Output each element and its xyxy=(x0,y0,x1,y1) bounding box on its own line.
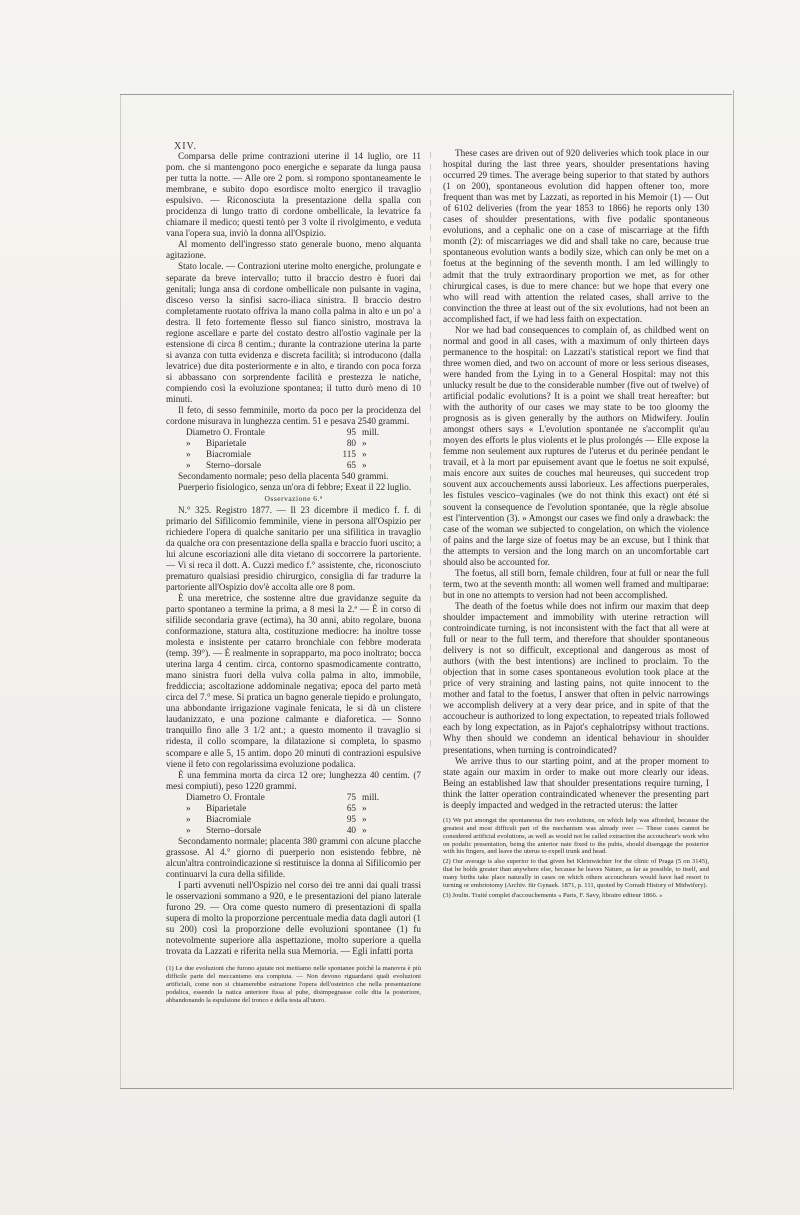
paragraph: È una meretrice, che sostenne altre due gravidanze seguite da parto spontaneo a termine la prima, a 8 mesi la 2.ª — È in corso di sifilide secondaria grave (ectima), ha 30 anni, abito regolare, buona conformazione, statura alta, costituzione mediocre: ha inoltre tosse molesta e insistente per catarro bronchiale con febbre moderata (temp. 39°). — È realmente in soprapparto, ma poco inoltrato; bocca uterina larga 4 centim. circa, contorno spasmodicamente contratto, mano sinistra fuori della vulva colla palma in alto, immobile, freddiccia; ascoltazione addominale negativa; epoca del parto metà circa del 7.° mese. Si pratica un bagno generale tiepido e prolungato, una abbondante irrigazione vaginale fenicata, le si dà un clistere laudanizzato, e una pozione calmante e diaforetica. — Sonno tranquillo fino alle 3 1/2 ant.; a questo momento il travaglio si ridesta, il collo scompare, la dilatazione si completa, lo spasmo scompare e alle 5, 15 antim. dopo 20 minuti di contrazioni espulsive viene il feto con regolarissima evoluzione podalica. xyxy=(166,592,421,769)
page-edge-left xyxy=(120,94,121,1088)
measurement-row: » Biparietale 80 » xyxy=(186,438,367,449)
observation-heading: Osservazione 6.ª xyxy=(264,494,323,504)
english-column xyxy=(443,148,709,1066)
page-top-rule xyxy=(120,94,732,95)
paragraph: Stato locale. — Contrazioni uterine molto energiche, prolungate e separate da breve intervallo; tutto il braccio destro è fuori dai genitali; lunga ansa di cordone ombellicale non pulsante in vagina, disceso verso la sinfisi sacro-iliaca sinistra. Il braccio destro completamente ruotato offriva la mano colla palma in alto e un po' a destra. Il feto fortemente flesso sul fianco sinistro, mostrava la regione ascellare e parte del costato destro all'ostio vaginale per la estensione di circa 8 centim.; durante la contrazione uterina la parte si avanza con tutta evidenza e discreta facilità; si introducono (dalla levatrice) due dita posteriormente e in alto, e tirando con poca forza si abbassano con sorprendente facilità e prestezza le natiche, compiendo così la evoluzione spontanea; il tutto durò meno di 10 minuti. xyxy=(166,261,421,405)
paragraph: The death of the foetus while does not infirm our maxim that deep shoulder impactement and immobility with uterine retraction will controindicate turning, is not inconsistent with the fact that all were at full or near to the full term, and therefore that shoulder spontaneous delivery is not so difficult, exceptional and dangerous as most of authors (with the best intentions) are inclined to proclaim. To the objection that in some cases spontaneous evolution took place at the price of very straining and lasting pains, not quite innocent to the mother and fatal to the foetus, I answer that often in pelvic narrowings we accomplish delivery at a very dear price, and in spite of that the accoucheur is authorized to long expectation, to repeated trials followed each by long expectation, as in Pajot's cephalotripsy without tractions. Why then should we condemn an identical behaviour in shoulder presentations, when turning is controindicated? xyxy=(443,600,709,755)
measurement-row: » Biacromiale 95 » xyxy=(186,813,367,824)
paragraph: Comparsa delle prime contrazioni uterine il 14 luglio, ore 11 pom. che si mantengono poco energiche e separate da lunga pausa per tutta la notte. — Alle ore 2 pom. si rompono spontaneamente le membrane, e subito dopo esordisce molto energico il travaglio espulsivo. — Riconosciuta la presentazione della spalla con procidenza di lungo tratto di cordone ombellicale, la levatrice fa chiamare il medico; questi tentò per 3 volte il rivolgimento, e veduta vana l'opera sua, inviò la donna all'Ospizio. xyxy=(166,151,421,239)
paragraph: Secondamento normale; peso della placenta 540 grammi. xyxy=(178,471,389,482)
measurement-row: Diametro O. Frontale 95 mill. xyxy=(186,427,380,438)
measurement-row: » Sterno–dorsale 40 » xyxy=(186,824,367,835)
footnote: (3) Joulin. Traité complet d'accouchements « Paris, F. Savy, libraire editeur 1866. » xyxy=(443,891,663,899)
paragraph: Puerperio fisiologico, senza un'ora di febbre; Exeat il 22 luglio. xyxy=(178,482,412,493)
measurements-table xyxy=(166,792,421,836)
measurement-row: » Sterno–dorsale 65 » xyxy=(186,460,367,471)
footnote: (2) Our average is also superior to that given bei Kleinwächter for the clinic of Praga (5 on 3145), that he holds greater than anywhere else, because he leaves Nature, as far as possible, to itself, and many births take place naturally in cases on which others accoucheurs would have had resort to turning or embriotomy (Archiv. für Gynaek. 1871, p. 111, quoted by Corradi History of Midwifery). xyxy=(443,858,709,890)
page-bottom-rule xyxy=(120,1088,732,1089)
paragraph: The foetus, all still born, female children, four at full or near the full term, two at the seventh month: all women well framed and multiparae: but in one no attempts to version had not been accomplished. xyxy=(443,567,709,600)
paragraph: Al momento dell'ingresso stato generale buono, meno alquanta agitazione. xyxy=(166,239,421,261)
column-divider xyxy=(430,152,431,752)
measurement-row: Diametro O. Frontale 75 mill. xyxy=(186,791,380,802)
italian-column xyxy=(166,151,421,1066)
paragraph: Il feto, di sesso femminile, morto da poco per la procidenza del cordone misurava in lunghezza centim. 51 e pesava 2540 grammi. xyxy=(166,405,421,427)
paragraph: We arrive thus to our starting point, and at the proper moment to state again our maxim in order to make out more clearly our ideas. Being an established law that shoulder presentations require turning, I think the latter operation contraindicated whenever the presenting part is deeply impacted and wedged in the retracted uterus: the latter xyxy=(443,755,709,810)
measurements-table xyxy=(166,427,421,471)
paragraph: These cases are driven out of 920 deliveries which took place in our hospital during the last three years, shoulder presentations having occurred 29 times. The average being superior to that stated by authors (1 on 200), spontaneous evolution did happen oftener too, more frequent than was met by Lazzati, as reported in his Memoir (1) — Out of 6102 deliveries (from the year 1853 to 1866) he reports only 130 cases of shoulder presentations, with five podalic spontaneous evolutions, and a cephalic one on a case of miscarriage at the fifth month (2): of miscarriages we did and shall take no care, because true spontaneous evolution wants a bodily size, which can only be met on a foetus at the beginning of the seventh month. I am led willingly to admit that the truly extraordinary proportion we met, as for other chirurgical cases, is due to mere chance: but we hope that every one who will read with attention the related cases, shall arrive to the convinction the three at least out of the six evolutions, had not been an accomplished fact, if we had less faith on expectation. xyxy=(443,148,709,324)
measurement-row: » Biacromiale 115 » xyxy=(186,449,367,460)
paragraph: I parti avvenuti nell'Ospizio nel corso dei tre anni dai quali trassi le osservazioni sommano a 920, e le presentazioni del piano laterale furono 29. — Ora come questo numero di presentazioni di spalla supera di molto la proporzione percentuale media data dagli autori (1 su 200) così la proporzione delle evoluzioni spontanee (1) fu notevolmente superiore alla aspettazione, molto superiore a quella trovata da Lazzati e riferita nella sua Memoria. — Egli infatti porta xyxy=(166,880,421,957)
paragraph: Secondamento normale; placenta 380 grammi con alcune placche grassose. Al 4.° giorno di puerperio non esistendo febbre, nè alcun'altra controindicazione si restituisce la donna al Sifilicomio per continuarvi la cura della sifilide. xyxy=(166,835,421,880)
measurement-row: » Biparietale 65 » xyxy=(186,802,367,813)
paragraph: N.° 325. Registro 1877. — Il 23 dicembre il medico f. f. di primario del Sifilicomio femminile, viene in persona all'Ospizio per richiedere l'opera di qualche sanitario per una sifilitica in travaglio da qualche ora con presentazione della spalla e braccio fuori uscito; a lui alcune escoriazioni alle dita vietano di soccorrere la partoriente. — Vi si reca il dott. A. Cuzzi medico f.° assistente, che, riconosciuto prematuro qualsiasi presidio chirurgico, consiglia di far tradurre la partoriente all'Ospizio dov'è accolta alle ore 8 pom. xyxy=(166,504,421,592)
paragraph: È una femmina morta da circa 12 ore; lunghezza 40 centim. (7 mesi compiuti), peso 1220 grammi. xyxy=(166,769,421,791)
footnote: (1) We put amongst the spontaneous the two evolutions, on which help was afforded, because the greatest and most difficult part of the mechanism was already over — These cases cannot be considered artificial evolutions, as well as would not be called extraction the accoucheur's work who on podalic presentation, being the anterior nate fixed to the pubis, should disengage the posterior with his fingers, and leave the uterus to expell trunk and head. xyxy=(443,816,709,856)
page-number: XIV. xyxy=(174,141,197,152)
footnote: (1) Le due evoluzioni che furono ajutate noi mettiamo nelle spontanee poichè la manovra è più difficile parte del meccanismo era compiuta. — Non devono riguardarsi quali evoluzioni artificiali, come non si chiamerebbe estrazione l'opera dell'ostetrico che nella presentazione podalica, essendo la natica anteriore fissa al pube, disimpegnasse colle dita la posteriore, abbandonando la espulsione del tronco e della testa all'utero. xyxy=(166,965,421,1005)
page-edge-right xyxy=(733,90,734,1090)
paragraph: Nor we had bad consequences to complain of, as childbed went on normal and good in all cases, with a maximum of only thirteen days permanence to the hospital: on Lazzati's statistical report we find that three women died, and two on account of more or less serious diseases, were handed from the Lying in to a General Hospital: may not this unlucky result be due to the considerable number (five out of twelve) of artificial podalic evolutions? It is a point we shall treat hereafter: but with the authority of our cases we may state to be too gloomy the prognosis as is given generally by the authors on Midwifery. Joulin amongst others says « L'evolution spontanée ne s'accomplit qu'au moyen des efforts le plus violents et le plus prolongés — Elle expose la femme non seulement aux ruptures de l'uterus et du perinée pendant le travail, et à la mort par epuisement avant que le foetus ne soit expulsé, mais encore aux suites de couches mal heureuses, qui succedent trop souvent aux accouchements aussi laborieux. Les affections puerperales, les fistules vescico–vaginales (we do not think this exact) ont été si souvent la consequence de l'evolution spontanée, que la règle absolue est l'intervention (3). » Amongst our cases we find only a drawback: the case of the woman we subjected to congelation, on which the violence of pains and the large size of foetus may be an excuse, but I think that the attempts to version and the long march on an uncomfortable cart should also be accounted for. xyxy=(443,324,709,567)
